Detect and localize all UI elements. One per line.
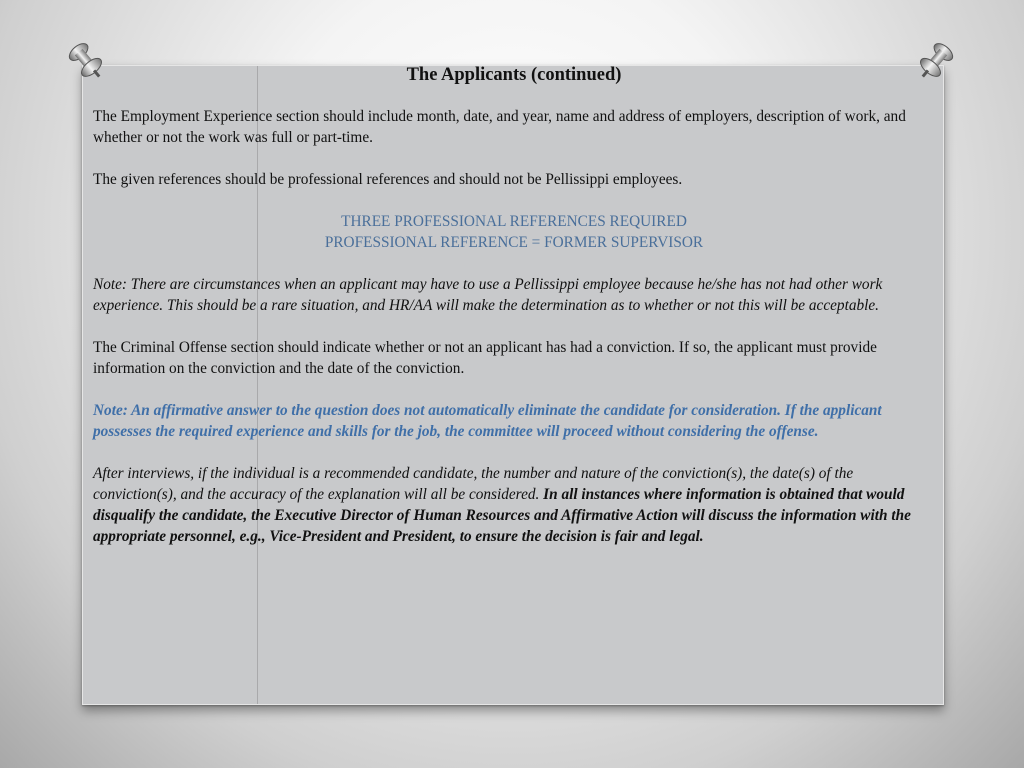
employment-paragraph: The Employment Experience section should include month, date, and year, name and address of employers, description of work, and whether or not the work was full or part-time.	[93, 108, 906, 146]
slide-content	[93, 63, 935, 568]
after-interviews-paragraph	[93, 463, 935, 547]
requirement-line-2: PROFESSIONAL REFERENCE = FORMER SUPERVISOR	[324, 234, 704, 251]
requirement-line-1: THREE PROFESSIONAL REFERENCES REQUIRED	[341, 213, 687, 230]
after-interviews-text: After interviews, if the individual is a recommended candidate, the number and nature of the conviction(s), the date(s) of the conviction(s), and the accuracy of the explanation will all be considered.	[93, 465, 854, 503]
references-paragraph: The given references should be professional references and should not be Pellissippi employees.	[93, 171, 683, 188]
references-requirement	[93, 211, 935, 253]
disqualify-policy-text: In all instances where information is obtained that would disqualify the candidate, the Executive Director of Human Resources and Affirmative Action will discuss the information with the appropriate personnel, e.g., Vice-President and President, to ensure the decision is fair and legal.	[93, 486, 911, 545]
affirmative-answer-note: Note: An affirmative answer to the question does not automatically eliminate the candidate for consideration. If the applicant possesses the required experience and skills for the job, the committee will proceed without considering the offense.	[93, 402, 882, 440]
criminal-offense-paragraph: The Criminal Offense section should indicate whether or not an applicant has had a conviction. If so, the applicant must provide information on the conviction and the date of the conviction.	[93, 339, 877, 377]
references-note: Note: There are circumstances when an applicant may have to use a Pellissippi employee because he/she has not had other work experience. This should be a rare situation, and HR/AA will make the determination as to whether or not this will be acceptable.	[93, 276, 883, 314]
slide-title: The Applicants (continued)	[406, 65, 622, 85]
